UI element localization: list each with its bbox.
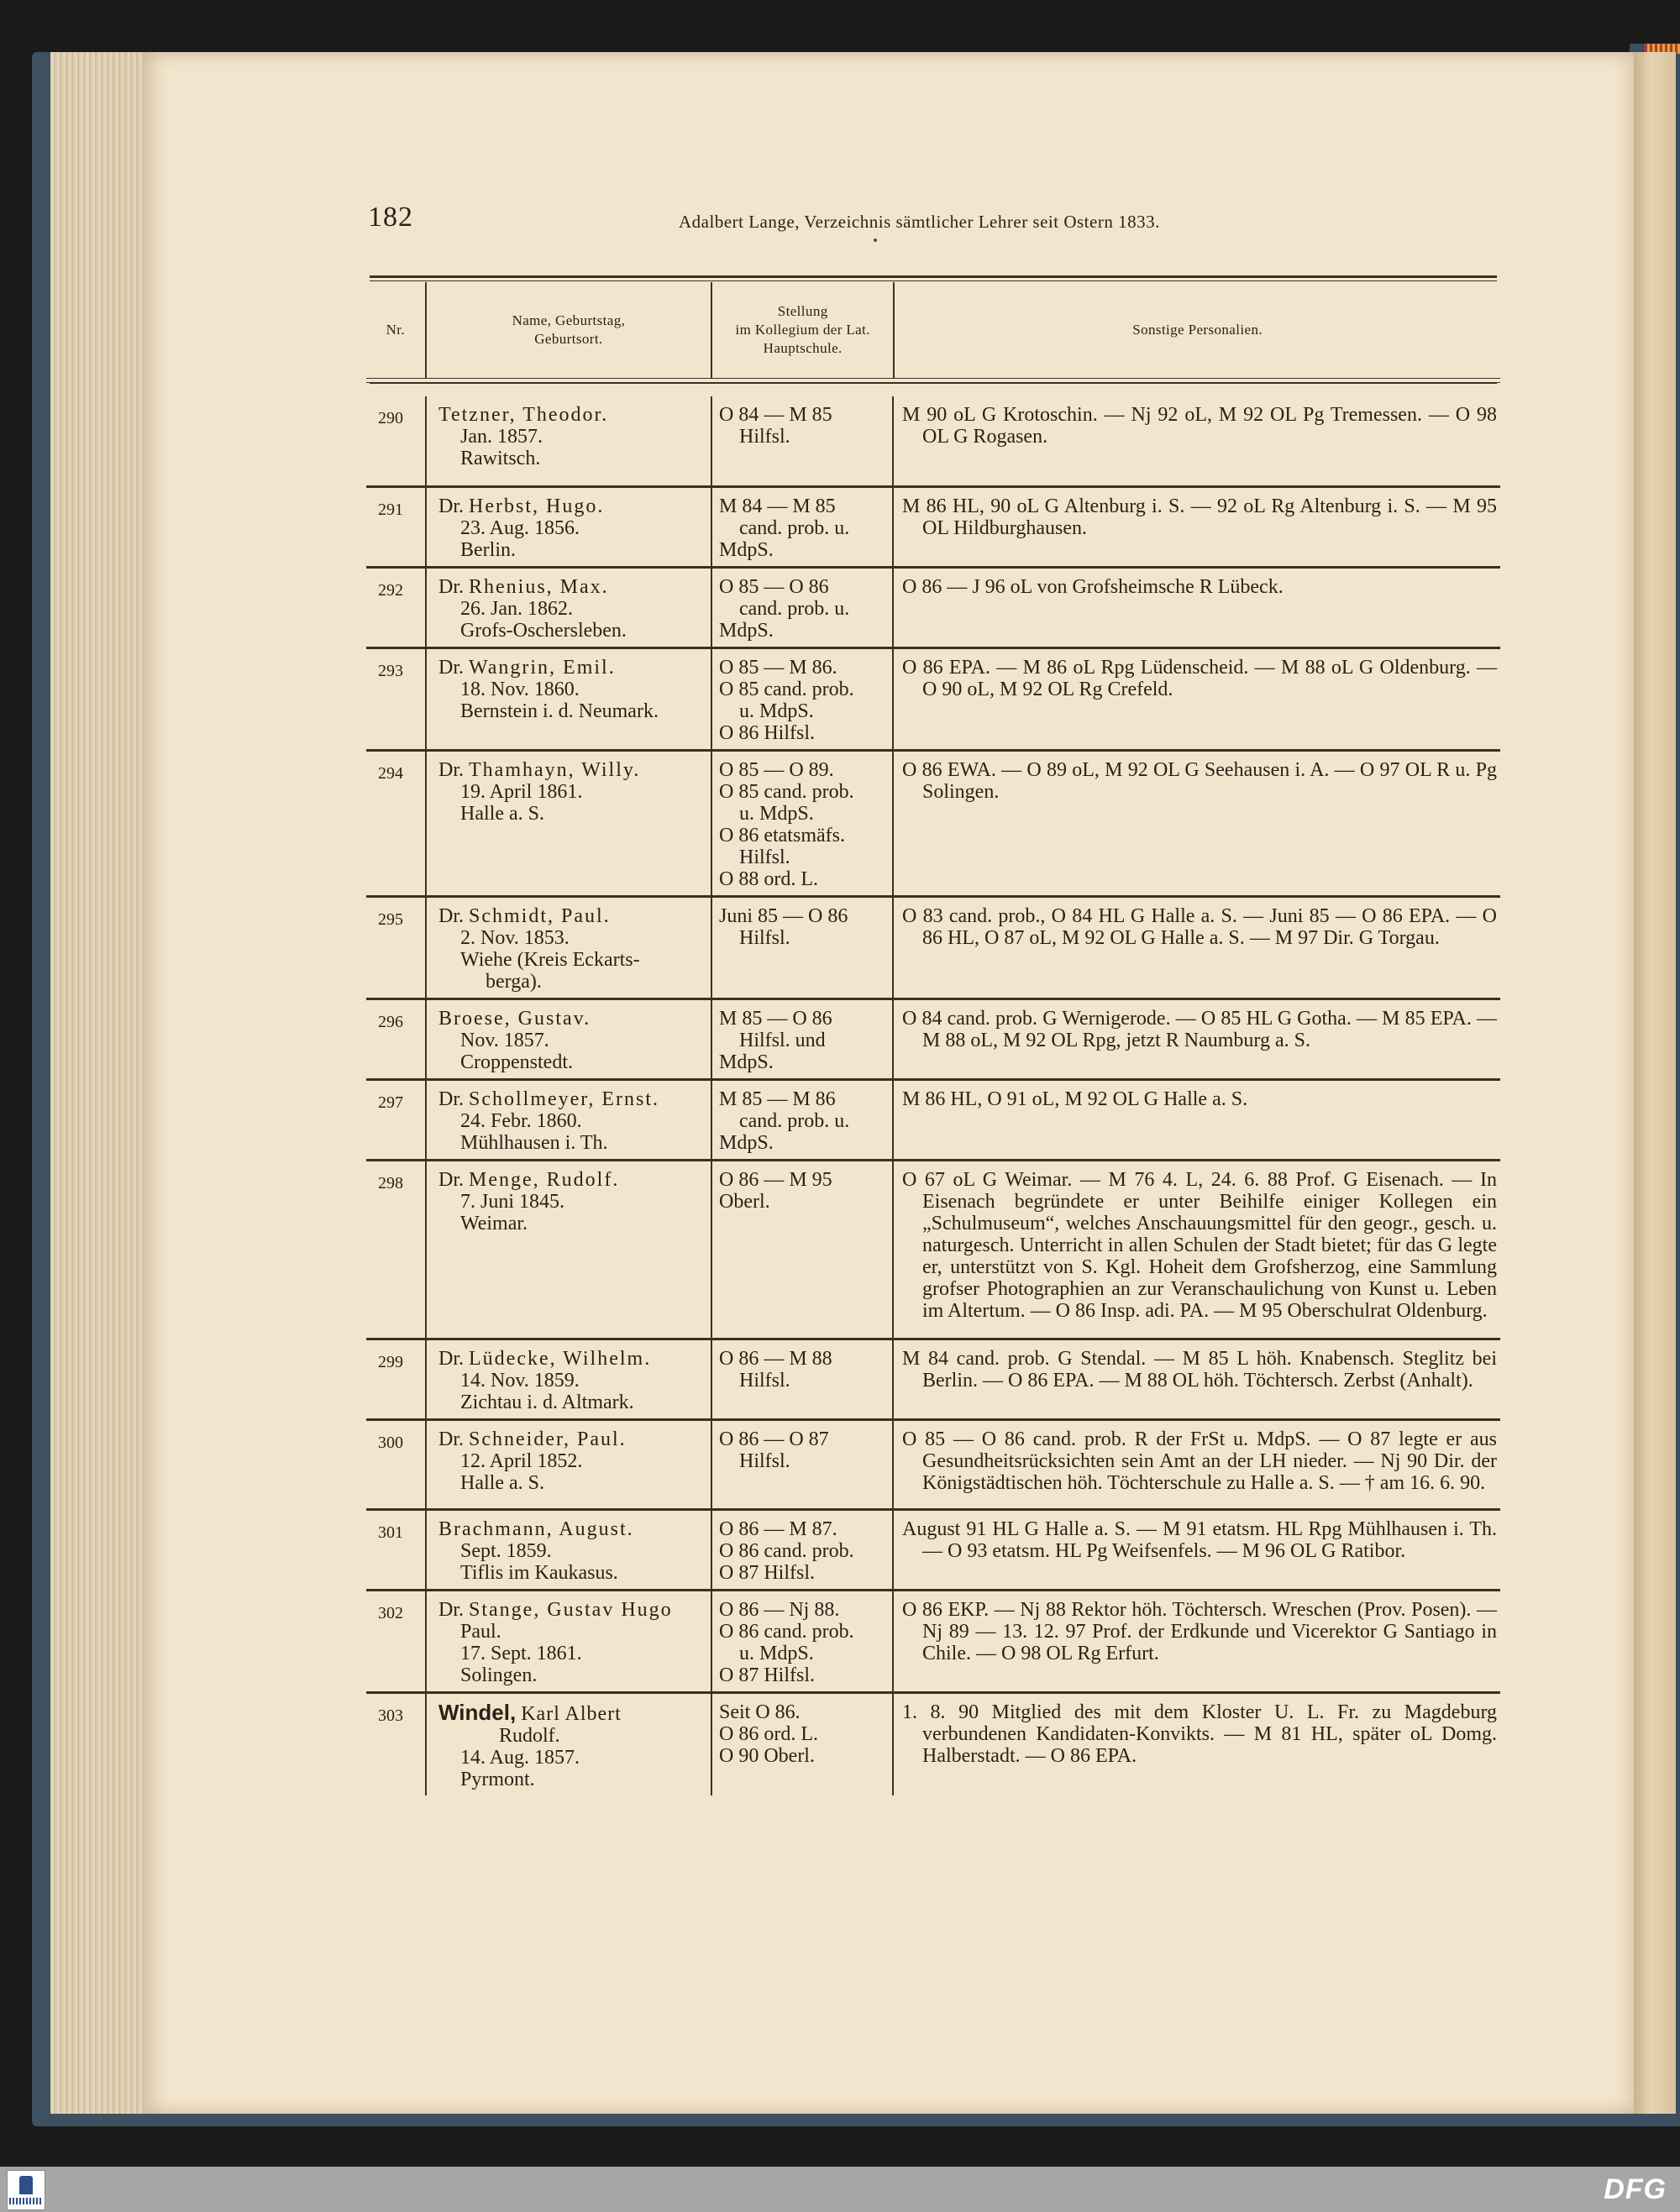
entry-birthplace: berga). — [486, 971, 542, 993]
entry-sonstige-cell — [892, 1081, 1500, 1159]
entry-sonstige-cell — [892, 1694, 1500, 1795]
col-stellung-header — [711, 282, 893, 378]
entry-name-line — [438, 759, 711, 781]
entry-birthdate: 2. Nov. 1853. — [460, 927, 570, 949]
entry-name: Schneider, Paul. — [469, 1428, 627, 1450]
entry-stellung-line: M 85 — M 86 — [719, 1088, 836, 1110]
entry-stellung-line: O 85 cand. prob. — [719, 679, 854, 700]
entry-stellung-line: Hilfsl. — [739, 426, 790, 448]
entry-stellung-line: u. MdpS. — [739, 700, 814, 722]
entry-name: Lüdecke, Wilhelm. — [469, 1348, 652, 1370]
entry-name-line — [438, 1599, 711, 1621]
table-row — [366, 1340, 1500, 1421]
entry-stellung-line: O 87 Hilfsl. — [719, 1562, 815, 1584]
entry-sonstige-cell — [892, 569, 1500, 647]
table-top-rule — [370, 275, 1497, 278]
entry-stellung-line: O 85 — M 86. — [719, 657, 837, 679]
entry-birthdate: 14. Nov. 1859. — [460, 1370, 580, 1392]
table-row — [366, 649, 1500, 752]
entry-birthplace: Grofs-Oschersleben. — [460, 620, 627, 642]
entry-birthplace: Solingen. — [460, 1664, 538, 1686]
entry-stellung-line: Hilfsl. und — [739, 1030, 826, 1051]
entry-stellung-cell — [711, 1694, 892, 1795]
entry-number: 293 — [378, 662, 403, 680]
table-row — [366, 396, 1500, 488]
entry-given-names: Karl Albert — [521, 1703, 622, 1725]
entry-stellung-line: M 85 — O 86 — [719, 1008, 832, 1030]
page-edges — [50, 52, 153, 2114]
entry-birthplace: Pyrmont. — [460, 1769, 535, 1790]
entry-birthdate: 7. Juni 1845. — [460, 1191, 565, 1213]
col-stellung-header-line: im Kollegium der Lat. — [735, 322, 870, 338]
entry-number: 302 — [378, 1604, 403, 1622]
entry-sonstige-cell — [892, 1340, 1500, 1418]
col-stellung-header-line: Stellung — [777, 303, 828, 319]
entry-stellung-line: M 84 — M 85 — [719, 495, 836, 517]
entry-name-line — [438, 905, 711, 927]
entry-stellung-line: O 90 Oberl. — [719, 1745, 815, 1767]
entry-name: Rhenius, Max. — [469, 576, 609, 598]
entry-number: 291 — [378, 501, 403, 519]
entry-sonstige-text: O 67 oL G Weimar. — M 76 4. L, 24. 6. 88 Prof. G Eisenach. — In Eisenach begründete er unter Beihilfe einiger Kollegen ein „Schulmuseum“, welches Anschauungsmittel für den geogr., gesch. u. naturgesch. Unterricht in allen Schulen der Stadt bietet; für das G legte er, unterstützt von S. Kgl. Hoheit dem Grofsherzog, eine Sammlung grofser Photographien an zur Veranschaulichung von Kunst u. Leben im Altertum. — O 86 Insp. adi. PA. — M 95 Oberschulrat Oldenburg. — [902, 1169, 1497, 1322]
table-body — [366, 396, 1500, 1795]
entry-sonstige-cell — [892, 488, 1500, 566]
entry-name-line — [438, 404, 711, 426]
entry-stellung-line: cand. prob. u. — [739, 517, 850, 539]
entry-sonstige-text: August 91 HL G Halle a. S. — M 91 etatsm. HL Rpg Mühlhausen i. Th. — O 93 etatsm. HL Pg Weifsenfels. — M 96 OL G Ratibor. — [902, 1518, 1497, 1562]
entry-title: Dr. — [438, 576, 464, 598]
table-row — [366, 1081, 1500, 1161]
entry-stellung-line: MdpS. — [719, 1051, 774, 1073]
entry-number: 292 — [378, 581, 403, 600]
entry-stellung-line: O 85 cand. prob. — [719, 781, 854, 803]
entry-stellung-line: O 84 — M 85 — [719, 404, 832, 426]
entry-number: 297 — [378, 1093, 403, 1112]
entry-sonstige-text: M 90 oL G Krotoschin. — Nj 92 oL, M 92 OL Pg Tremessen. — O 98 OL G Rogasen. — [902, 404, 1497, 448]
entry-stellung-line: O 86 cand. prob. — [719, 1540, 854, 1562]
entry-name-line — [438, 1348, 711, 1370]
entry-name-cell — [425, 1511, 711, 1589]
entry-name-cell — [425, 752, 711, 895]
facing-page-edge — [1634, 52, 1676, 2114]
entry-name: Thamhayn, Willy. — [469, 759, 641, 781]
entry-name: Schollmeyer, Ernst. — [469, 1088, 659, 1110]
entry-stellung-line: Hilfsl. — [739, 1450, 790, 1472]
entry-number: 299 — [378, 1353, 403, 1371]
entry-stellung-line: u. MdpS. — [739, 1643, 814, 1664]
entry-number: 303 — [378, 1706, 403, 1725]
entry-stellung-line: Hilfsl. — [739, 1370, 790, 1392]
col-nr-header: Nr. — [386, 322, 406, 338]
col-name-header-line: Geburtsort. — [534, 331, 603, 347]
entry-birthdate: Jan. 1857. — [460, 426, 543, 448]
entry-stellung-line: O 86 cand. prob. — [719, 1621, 854, 1643]
col-name-header — [425, 282, 711, 378]
entry-sonstige-cell — [892, 1161, 1500, 1338]
table-row — [366, 1511, 1500, 1591]
entry-name-line — [438, 1169, 711, 1191]
entry-stellung-line: u. MdpS. — [739, 803, 814, 825]
running-title: Adalbert Lange, Verzeichnis sämtlicher Lehrer seit Ostern 1833. — [679, 212, 1160, 232]
entry-stellung-line: O 85 — O 86 — [719, 576, 829, 598]
entry-name-cell — [425, 1340, 711, 1418]
entry-name-continued: Rudolf. — [499, 1725, 560, 1747]
entry-stellung-cell — [711, 649, 892, 749]
ink-dot — [874, 238, 877, 242]
table-row — [366, 1591, 1500, 1694]
entry-stellung-line: O 88 ord. L. — [719, 868, 818, 890]
entry-birthdate: 19. April 1861. — [460, 781, 583, 803]
entry-title: Dr. — [438, 495, 464, 517]
entry-stellung-cell — [711, 898, 892, 998]
entry-stellung-cell — [711, 396, 892, 485]
col-name-header-line: Name, Geburtstag, — [512, 312, 626, 328]
entry-birthplace: Zichtau i. d. Altmark. — [460, 1392, 634, 1413]
entry-sonstige-cell — [892, 1421, 1500, 1508]
entry-name-line — [438, 1701, 711, 1725]
entry-name-cell — [425, 1694, 711, 1795]
teacher-table — [366, 282, 1500, 1795]
entry-stellung-cell — [711, 488, 892, 566]
table-row — [366, 1000, 1500, 1081]
entry-stellung-line: Hilfsl. — [739, 847, 790, 868]
entry-stellung-cell — [711, 1421, 892, 1508]
entry-name-line — [438, 576, 711, 598]
entry-name: Herbst, Hugo. — [469, 495, 605, 517]
table-row — [366, 898, 1500, 1000]
entry-sonstige-cell — [892, 1591, 1500, 1691]
entry-birthdate: Nov. 1857. — [460, 1030, 549, 1051]
entry-title: Dr. — [438, 1599, 464, 1621]
col-stellung-header-line: Hauptschule. — [763, 340, 843, 356]
entry-stellung-line: MdpS. — [719, 1132, 774, 1154]
page-number: 182 — [368, 202, 413, 233]
entry-stellung-cell — [711, 1511, 892, 1589]
entry-name-line — [438, 1428, 711, 1450]
entry-stellung-line: O 86 — M 95 — [719, 1169, 832, 1191]
col-sonstige-header: Sonstige Personalien. — [893, 282, 1500, 378]
entry-sonstige-text: O 83 cand. prob., O 84 HL G Halle a. S. — Juni 85 — O 86 EPA. — O 86 HL, O 87 oL, M 92 OL G Halle a. S. — M 97 Dir. G Torgau. — [902, 905, 1497, 949]
entry-stellung-line: Seit O 86. — [719, 1701, 801, 1723]
entry-title: Dr. — [438, 1348, 464, 1370]
entry-name: Stange, Gustav Hugo — [469, 1599, 673, 1621]
entry-title: Dr. — [438, 905, 464, 927]
entry-name: Menge, Rudolf. — [469, 1169, 620, 1191]
entry-stellung-line: O 86 etatsmäfs. — [719, 825, 845, 847]
entry-name: Tetzner, Theodor. — [438, 404, 609, 426]
entry-stellung-line: O 87 Hilfsl. — [719, 1664, 815, 1686]
table-spacer — [366, 383, 1500, 396]
entry-name: Windel, — [438, 1700, 517, 1725]
entry-sonstige-cell — [892, 396, 1500, 485]
entry-number: 298 — [378, 1174, 403, 1192]
entry-stellung-line: O 86 — M 88 — [719, 1348, 832, 1370]
viewer-footer — [0, 2167, 1680, 2212]
entry-birthplace: Weimar. — [460, 1213, 528, 1234]
table-row — [366, 488, 1500, 569]
entry-name-cell — [425, 1421, 711, 1508]
entry-birthplace: Wiehe (Kreis Eckarts- — [460, 949, 640, 971]
entry-birthdate: 23. Aug. 1856. — [460, 517, 580, 539]
entry-stellung-line: O 86 Hilfsl. — [719, 722, 815, 744]
entry-stellung-cell — [711, 1081, 892, 1159]
entry-stellung-cell — [711, 1340, 892, 1418]
entry-stellung-line: cand. prob. u. — [739, 598, 850, 620]
entry-stellung-line: Juni 85 — O 86 — [719, 905, 848, 927]
entry-sonstige-text: O 86 EPA. — M 86 oL Rpg Lüdenscheid. — M 88 oL G Oldenburg. — O 90 oL, M 92 OL Rg Crefeld. — [902, 657, 1497, 700]
entry-name: Brachmann, August. — [438, 1518, 634, 1540]
entry-stellung-line: O 86 — M 87. — [719, 1518, 837, 1540]
table-top-rule-thin — [370, 280, 1497, 281]
entry-name-cell — [425, 898, 711, 998]
entry-birthdate: 26. Jan. 1862. — [460, 598, 573, 620]
entry-number: 300 — [378, 1434, 403, 1452]
entry-sonstige-cell — [892, 1000, 1500, 1078]
entry-stellung-line: Oberl. — [719, 1191, 770, 1213]
entry-name-cell — [425, 1161, 711, 1338]
entry-title: Dr. — [438, 1169, 464, 1191]
entry-number: 301 — [378, 1523, 403, 1542]
entry-sonstige-cell — [892, 1511, 1500, 1589]
entry-sonstige-text: M 84 cand. prob. G Stendal. — M 85 L höh. Knabensch. Steglitz bei Berlin. — O 86 EPA. — M 88 OL höh. Töchtersch. Zerbst (Anhalt). — [902, 1348, 1497, 1392]
entry-sonstige-text: M 86 HL, O 91 oL, M 92 OL G Halle a. S. — [902, 1088, 1248, 1110]
entry-sonstige-text: O 86 EKP. — Nj 88 Rektor höh. Töchtersch. Wreschen (Prov. Posen). — Nj 89 — 13. 12. 97 Prof. der Erdkunde und Vicerektor G Santiago in Chile. — O 98 OL Rg Erfurt. — [902, 1599, 1497, 1664]
table-header — [366, 282, 1500, 379]
entry-number: 295 — [378, 910, 403, 929]
entry-name-continued: Paul. — [460, 1621, 501, 1643]
entry-title: Dr. — [438, 759, 464, 781]
entry-number: 296 — [378, 1013, 403, 1031]
entry-name-cell — [425, 1591, 711, 1691]
entry-name-cell — [425, 488, 711, 566]
entry-name-line — [438, 495, 711, 517]
entry-birthplace: Bernstein i. d. Neumark. — [460, 700, 659, 722]
entry-name-line — [438, 657, 711, 679]
entry-name: Schmidt, Paul. — [469, 905, 611, 927]
entry-name-line — [438, 1088, 711, 1110]
entry-name-cell — [425, 396, 711, 485]
entry-stellung-cell — [711, 1591, 892, 1691]
entry-birthplace: Halle a. S. — [460, 803, 544, 825]
entry-name-cell — [425, 649, 711, 749]
entry-stellung-cell — [711, 569, 892, 647]
entry-title: Dr. — [438, 1428, 464, 1450]
entry-sonstige-cell — [892, 898, 1500, 998]
table-row — [366, 1421, 1500, 1511]
entry-name-cell — [425, 569, 711, 647]
entry-stellung-cell — [711, 1161, 892, 1338]
entry-number: 290 — [378, 409, 403, 427]
entry-stellung-line: O 86 ord. L. — [719, 1723, 818, 1745]
entry-stellung-line: O 86 — Nj 88. — [719, 1599, 840, 1621]
entry-name-line — [438, 1518, 711, 1540]
entry-name: Wangrin, Emil. — [469, 657, 616, 679]
entry-name-cell — [425, 1081, 711, 1159]
entry-stellung-line: cand. prob. u. — [739, 1110, 850, 1132]
entry-name-cell — [425, 1000, 711, 1078]
entry-stellung-line: Hilfsl. — [739, 927, 790, 949]
entry-stellung-cell — [711, 1000, 892, 1078]
library-logo-icon — [7, 2170, 45, 2210]
entry-sonstige-text: 1. 8. 90 Mitglied des mit dem Kloster U. L. Fr. zu Magdeburg verbundenen Kandidaten-Konvikts. — M 81 HL, später oL Domg. Halberstadt. — O 86 EPA. — [902, 1701, 1497, 1767]
entry-birthplace: Halle a. S. — [460, 1472, 544, 1494]
entry-birthdate: 18. Nov. 1860. — [460, 679, 580, 700]
entry-number: 294 — [378, 764, 403, 783]
table-row — [366, 752, 1500, 898]
entry-birthplace: Berlin. — [460, 539, 516, 561]
dfg-logo: DFG — [1604, 2173, 1667, 2205]
entry-stellung-line: MdpS. — [719, 539, 774, 561]
entry-birthplace: Tiflis im Kaukasus. — [460, 1562, 618, 1584]
entry-sonstige-cell — [892, 649, 1500, 749]
entry-stellung-line: O 86 — O 87 — [719, 1428, 829, 1450]
entry-stellung-line: MdpS. — [719, 620, 774, 642]
entry-sonstige-text: M 86 HL, 90 oL G Altenburg i. S. — 92 oL Rg Altenburg i. S. — M 95 OL Hildburghausen. — [902, 495, 1497, 539]
entry-birthplace: Mühlhausen i. Th. — [460, 1132, 608, 1154]
entry-title: Dr. — [438, 657, 464, 679]
entry-stellung-line: O 85 — O 89. — [719, 759, 834, 781]
entry-birthplace: Croppenstedt. — [460, 1051, 573, 1073]
entry-birthdate: 24. Febr. 1860. — [460, 1110, 582, 1132]
entry-birthdate: Sept. 1859. — [460, 1540, 552, 1562]
entry-sonstige-text: O 86 — J 96 oL von Grofsheimsche R Lübeck. — [902, 576, 1284, 598]
entry-name: Broese, Gustav. — [438, 1008, 591, 1030]
entry-name-line — [438, 1008, 711, 1030]
entry-birthplace: Rawitsch. — [460, 448, 541, 469]
entry-stellung-cell — [711, 752, 892, 895]
entry-birthdate: 12. April 1852. — [460, 1450, 583, 1472]
entry-sonstige-text: O 86 EWA. — O 89 oL, M 92 OL G Seehausen i. A. — O 97 OL R u. Pg Solingen. — [902, 759, 1497, 803]
table-row — [366, 1161, 1500, 1340]
entry-birthdate: 17. Sept. 1861. — [460, 1643, 582, 1664]
entry-sonstige-text: O 84 cand. prob. G Wernigerode. — O 85 HL G Gotha. — M 85 EPA. — M 88 oL, M 92 OL Rpg, jetzt R Naumburg a. S. — [902, 1008, 1497, 1051]
entry-sonstige-cell — [892, 752, 1500, 895]
table-row — [366, 1694, 1500, 1795]
entry-title: Dr. — [438, 1088, 464, 1110]
table-row — [366, 569, 1500, 649]
entry-birthdate: 14. Aug. 1857. — [460, 1747, 580, 1769]
entry-sonstige-text: O 85 — O 86 cand. prob. R der FrSt u. MdpS. — O 87 legte er aus Gesundheitsrücksichten sein Amt an der LH nieder. — Nj 90 Dir. der Königstädtischen höh. Töchterschule zu Halle a. S. — † am 16. 6. 90. — [902, 1428, 1497, 1494]
